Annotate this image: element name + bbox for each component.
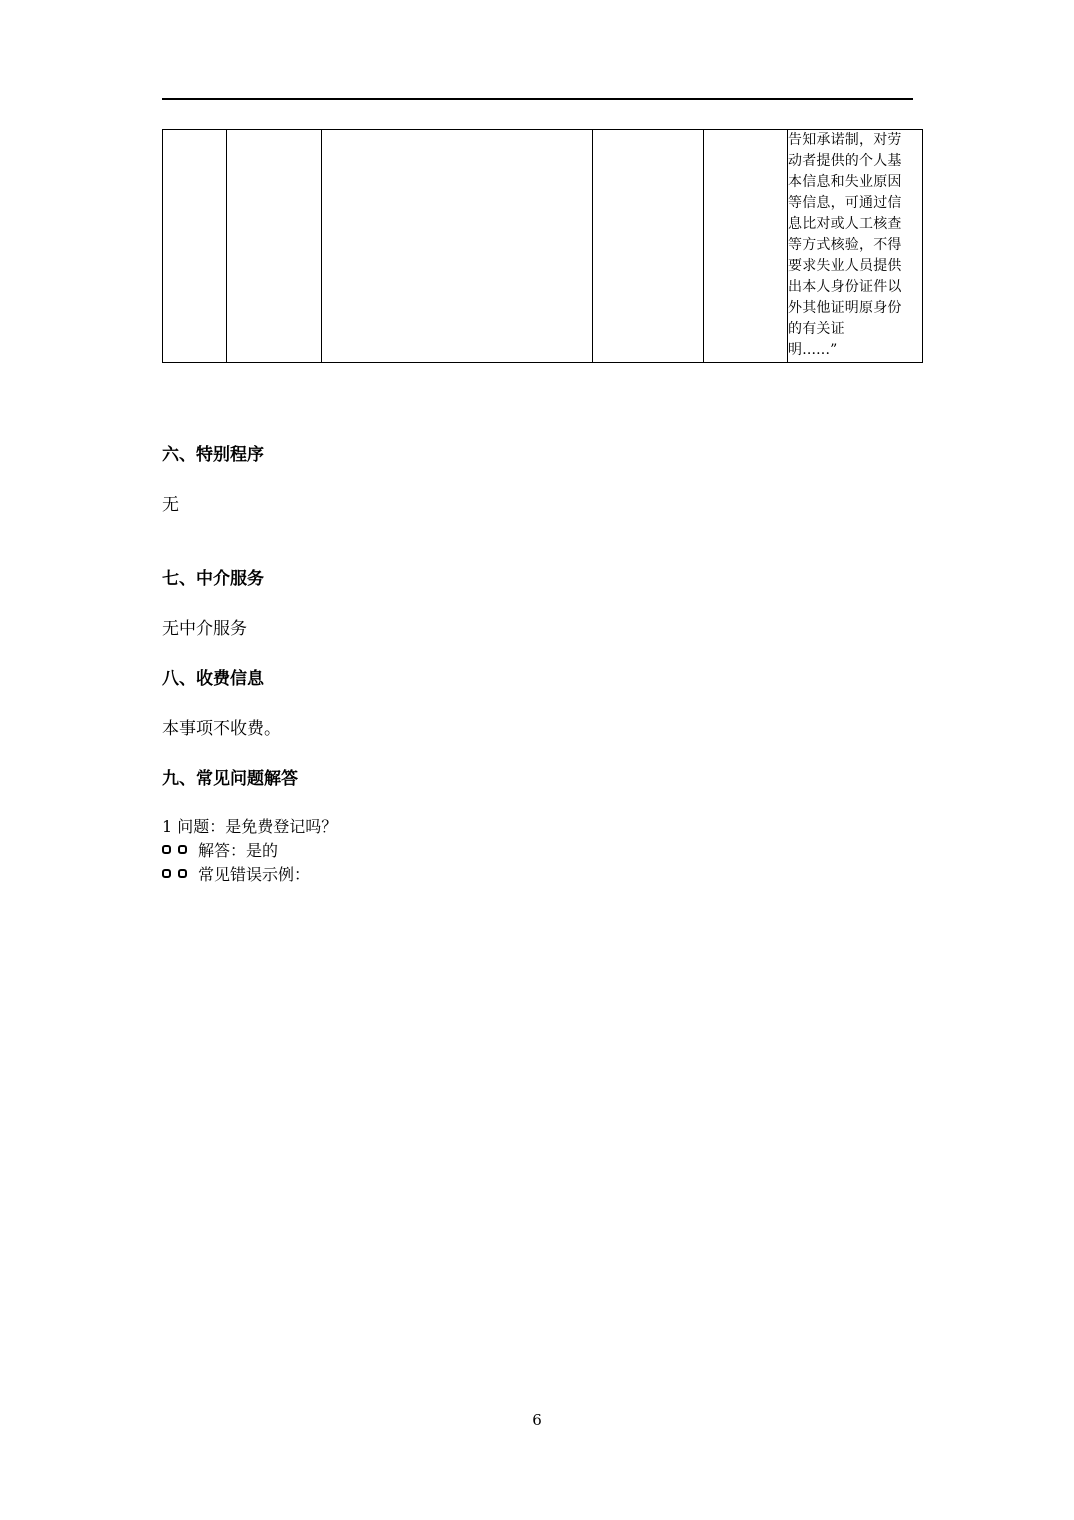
bullet-icon <box>178 869 187 878</box>
faq-question-text: 1 问题：是免费登记吗？ <box>162 817 338 836</box>
section-body-special-procedure: 无 <box>162 495 179 515</box>
section-heading-faq: 九、常见问题解答 <box>162 769 298 789</box>
faq-errors <box>162 862 310 885</box>
table-cell <box>227 130 322 363</box>
section-heading-special-procedure: 六、特别程序 <box>162 445 264 465</box>
table-cell-notice: 告知承诺制，对劳 动者提供的个人基 本信息和失业原因 等信息，可通过信 息比对或人工核查 等方式核验，不得 要求失业人员提供 出本人身份证件以 外其他证明原身份 的有关证 明......” <box>788 130 923 363</box>
section-body-fees: 本事项不收费。 <box>162 719 281 739</box>
header-rule <box>162 98 913 100</box>
table-cell <box>704 130 788 363</box>
page-number: 6 <box>532 1411 542 1429</box>
section-heading-intermediary: 七、中介服务 <box>162 569 264 589</box>
faq-errors-text: 常见错误示例： <box>198 865 311 884</box>
table-cell <box>322 130 593 363</box>
table-cell <box>163 130 227 363</box>
continued-table <box>162 129 923 363</box>
bullet-icon <box>162 869 171 878</box>
table-cell <box>593 130 704 363</box>
section-body-intermediary: 无中介服务 <box>162 619 247 639</box>
section-heading-fees: 八、收费信息 <box>162 669 264 689</box>
faq-question <box>162 814 337 837</box>
faq-answer <box>162 838 278 861</box>
faq-answer-text: 解答：是的 <box>198 841 279 860</box>
bullet-icon <box>178 845 187 854</box>
bullet-icon <box>162 845 171 854</box>
table-row <box>163 130 923 363</box>
